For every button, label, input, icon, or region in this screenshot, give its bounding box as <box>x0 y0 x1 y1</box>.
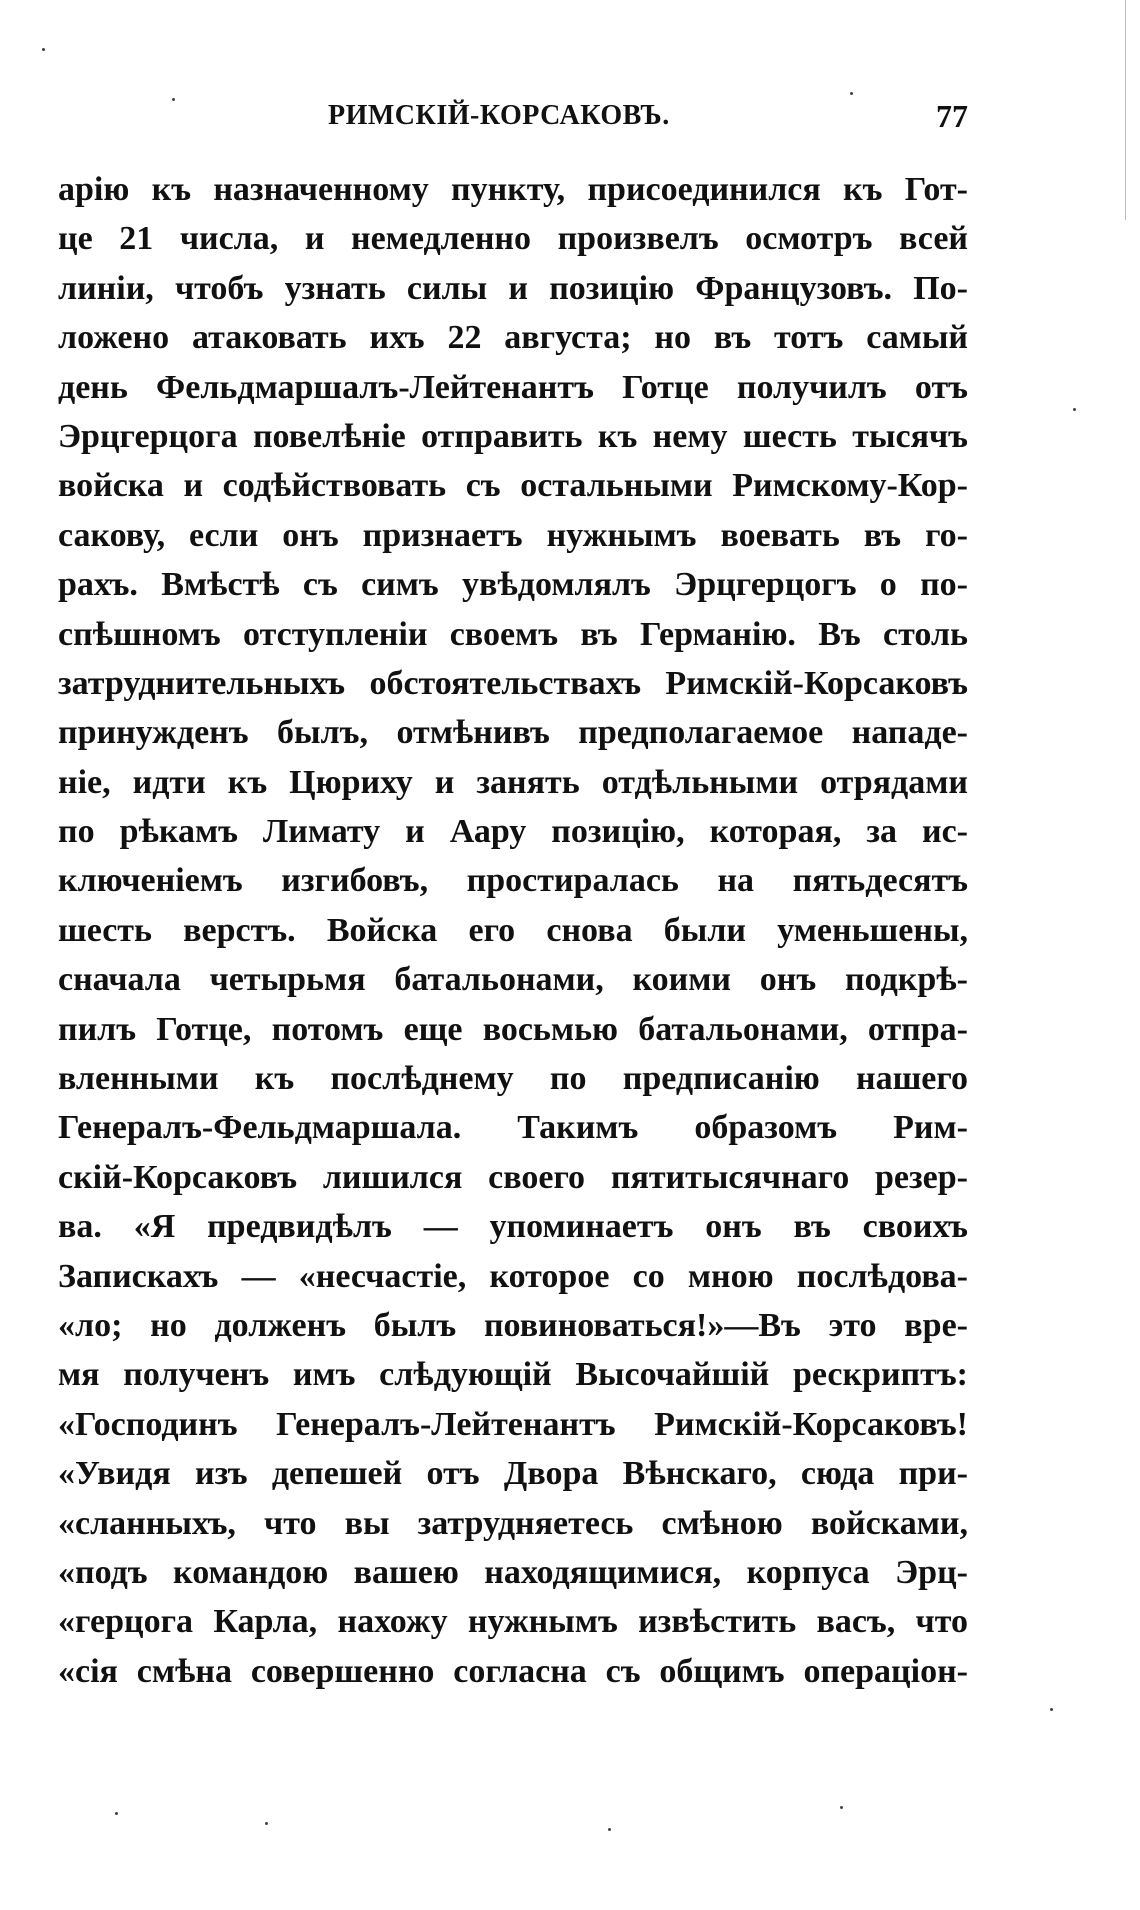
text-line: Запискахъ — «несчастіе, которое со мною послѣдова- <box>58 1257 968 1295</box>
text-line: ложено атаковать ихъ 22 августа; но въ тотъ самый <box>58 319 968 357</box>
text-line: сакову, если онъ признаетъ нужнымъ воевать въ го- <box>58 516 968 554</box>
scan-speck <box>1050 1708 1053 1711</box>
text-line: «Господинъ Генералъ-Лейтенантъ Римскій-Корсаковъ! <box>58 1405 968 1443</box>
text-line: ключеніемъ изгибовъ, простиралась на пятьдесятъ <box>58 862 968 900</box>
text-line: войска и содѣйствовать съ остальными Римскому-Кор- <box>58 467 968 505</box>
page-number: 77 <box>936 98 968 134</box>
text-line: скій-Корсаковъ лишился своего пятитысячнаго резер- <box>58 1158 968 1196</box>
scan-speck <box>608 1828 611 1831</box>
text-line: «подъ командою вашею находящимися, корпуса Эрц- <box>58 1553 968 1591</box>
page-edge-line <box>1125 0 1126 220</box>
text-line: день Фельдмаршалъ-Лейтенантъ Готце получилъ отъ <box>58 368 968 406</box>
text-line: принужденъ былъ, отмѣнивъ предполагаемое нападе- <box>58 714 968 752</box>
text-line: арію къ назначенному пункту, присоединился къ Гот- <box>58 171 968 208</box>
text-line: по рѣкамъ Лимату и Аару позицію, которая, за ис- <box>58 813 968 851</box>
text-line: сначала четырьмя батальонами, коими онъ подкрѣ- <box>58 961 968 999</box>
text-line: затруднительныхъ обстоятельствахъ Римскій-Корсаковъ <box>58 664 968 702</box>
text-line: пилъ Готце, потомъ еще восьмью батальонами, отпра- <box>58 1010 968 1048</box>
text-line: шесть верстъ. Войска его снова были уменьшены, <box>58 911 968 949</box>
text-line: «сія смѣна совершенно согласна съ общимъ операціон- <box>58 1652 968 1690</box>
scan-speck <box>1073 408 1076 411</box>
scan-speck <box>850 92 853 95</box>
running-title: РИМСКІЙ-КОРСАКОВЪ. <box>328 100 670 131</box>
text-line: рахъ. Вмѣстѣ съ симъ увѣдомлялъ Эрцгерцогъ о по- <box>58 566 968 604</box>
text-line: вленными къ послѣднему по предписанію нашего <box>58 1060 968 1098</box>
text-line: спѣшномъ отступленіи своемъ въ Германію. Въ столь <box>58 615 968 653</box>
scan-speck <box>115 1812 118 1815</box>
scan-speck <box>265 1822 268 1825</box>
text-line: ніе, идти къ Цюриху и занять отдѣльными отрядами <box>58 763 968 801</box>
text-line: «герцога Карла, нахожу нужнымъ извѣстить васъ, что <box>58 1603 968 1641</box>
text-line: линіи, чтобъ узнать силы и позицію Французовъ. По- <box>58 269 968 307</box>
text-line: «Увидя изъ депешей отъ Двора Вѣнскаго, сюда при- <box>58 1455 968 1493</box>
scan-speck <box>42 48 45 51</box>
text-line: мя полученъ имъ слѣдующій Высочайшій рескриптъ: <box>58 1356 968 1394</box>
scan-speck <box>172 98 175 101</box>
text-line: «сланныхъ, что вы затрудняетесь смѣною войсками, <box>58 1504 968 1542</box>
text-line: це 21 числа, и немедленно произвелъ осмотръ всей <box>58 220 968 258</box>
text-line: ва. «Я предвидѣлъ — упоминаетъ онъ въ своихъ <box>58 1208 968 1246</box>
text-line: Генералъ-Фельдмаршала. Такимъ образомъ Рим- <box>58 1109 968 1147</box>
scan-speck <box>840 1806 843 1809</box>
page-header <box>58 94 968 144</box>
body-text <box>58 165 968 1696</box>
text-line: «ло; но долженъ былъ повиноваться!»—Въ это вре- <box>58 1306 968 1344</box>
text-line: Эрцгерцога повелѣніе отправить къ нему шесть тысячъ <box>58 417 968 455</box>
